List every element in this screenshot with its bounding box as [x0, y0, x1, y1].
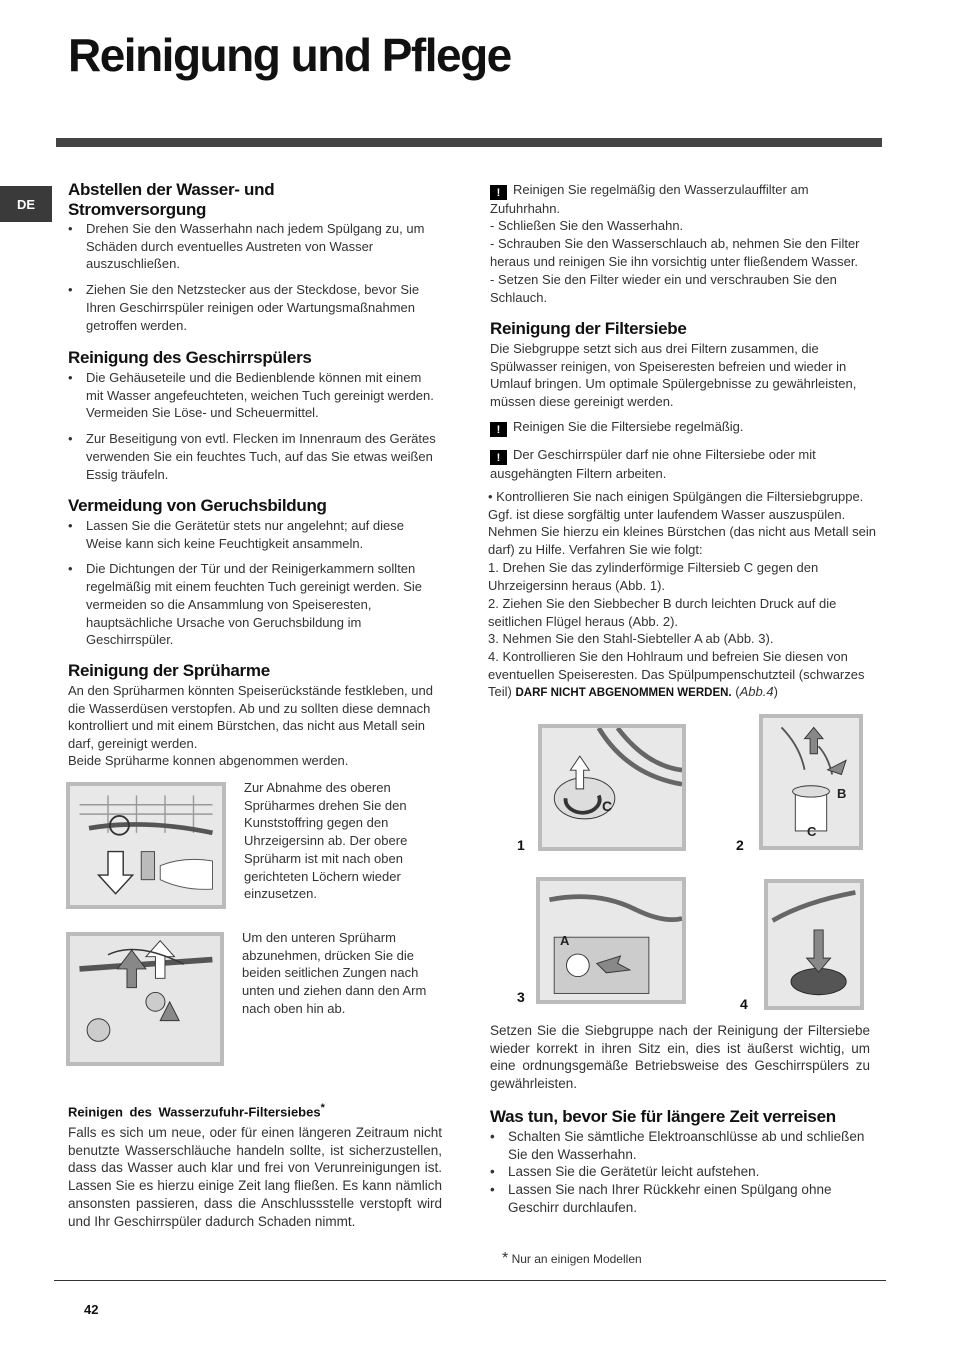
heading-dishwasher-cleaning: Reinigung des Geschirrspülers [68, 348, 312, 367]
filter-warning-1-text: Reinigen Sie die Filtersiebe regelmäßig. [513, 419, 744, 434]
footnote [502, 1250, 642, 1268]
inlet-warning [490, 181, 860, 218]
filter-label: C [602, 798, 613, 814]
inlet-step-1: - Schließen Sie den Wasserhahn. [490, 218, 684, 233]
lower-spray-arm-figure [66, 932, 224, 1066]
warning-bold: DARF NICHT ABGENOMMEN WERDEN. [515, 687, 732, 700]
heading-holidays: Was tun, bevor Sie für längere Zeit verreisen [490, 1107, 836, 1126]
filter-step-4: 4. Kontrollieren Sie den Hohlraum und befreien Sie diesen von eventuellen Speiseresten. Das Spülpumpenschutzteil (schwarzes Teil) DARF NICHT ABGENOMMEN WERDEN. (Abb.4) [488, 649, 865, 700]
figure-ref: Abb.4 [739, 684, 774, 700]
warning-triangle-icon: ! [490, 185, 507, 200]
inlet-step-2: - Schrauben Sie den Wasserschlauch ab, nehmen Sie den Filter heraus und reinigen Sie ihn vorsichtig unter fließendem Wasser. [490, 236, 860, 269]
filter-step-3: 3. Nehmen Sie den Stahl-Siebteller A ab (Abb. 3). [488, 631, 774, 646]
filter-warning-2-text: Der Geschirrspüler darf nie ohne Filtersiebe oder mit ausgehängten Filtern arbeiten. [490, 447, 816, 481]
filter-warning-1 [490, 418, 880, 437]
spray-arms-text: An den Sprüharmen könnten Speiserückstände festkleben, und die Wasserdüsen verstopfen. Ab und zu sollten diese demnach kontrolliert und mit einem Bürstchen, das nicht aus Metall sein darf, gereinigt werden. [68, 683, 433, 752]
holidays-list [490, 1128, 884, 1217]
list-item: • Die Dichtungen der Tür und der Reinigerkammern sollten regelmäßig mit einem feuchten Tuch gereinigt werden. Sie vermeiden so die Ansammlung von Speiseresten, hauptsächliche Ursache von Geruchsbildung im Geschirrspüler. [68, 560, 440, 649]
heading-odour: Vermeidung von Geruchsbildung [68, 496, 327, 515]
warning-triangle-icon: ! [490, 422, 507, 437]
list-item: • Die Gehäuseteile und die Bedienblende können mit einem mit Wasser angefeuchteten, weichen Tuch gereinigt werden. Vermeiden Sie Löse- und Scheuermittel. [68, 369, 440, 422]
list-item: • Lassen Sie die Gerätetür stets nur angelehnt; auf diese Weise kann sich keine Feuchtigkeit ansammeln. [68, 517, 440, 552]
footnote-star: * [502, 1250, 509, 1267]
filter-step-1: 1. Drehen Sie das zylinderförmige Filtersieb C gegen den Uhrzeigersinn heraus (Abb. 1). [488, 560, 819, 593]
filter-figure-3 [536, 877, 686, 1004]
list-item: • Drehen Sie den Wasserhahn nach jedem Spülgang zu, um Schäden durch eventuelles Austreten von Wasser auszuschließen. [68, 220, 440, 273]
footnote-text: Nur an einigen Modellen [511, 1252, 642, 1266]
reassembly-text: Setzen Sie die Siebgruppe nach der Reinigung der Filtersiebe wieder korrekt in ihren Sitz ein, dies ist äußerst wichtig, um eine ordnungsgemäße Betriebsweise des Geschirrspülers zu gewährleisten. [490, 1023, 870, 1092]
filter-step-4-text: 4. Kontrollieren Sie den Hohlraum und befreien Sie diesen von eventuellen Speiseresten. Das Spülpumpenschutzteil (schwarzes Teil) [488, 649, 865, 700]
page-title: Reinigung und Pflege [68, 29, 511, 81]
figure-number: 1 [517, 837, 525, 853]
filter-label: C [807, 824, 817, 839]
filter-figure-2 [759, 714, 863, 850]
lower-arm-caption: Um den unteren Sprüharm abzunehmen, drücken Sie die beiden seitlichen Zungen nach unten und ziehen dann den Arm nach oben hin ab. [242, 930, 427, 1016]
filter-check: • Kontrollieren Sie nach einigen Spülgängen die Filtersiebgruppe. Ggf. ist diese sorgfältig unter laufendem Wasser auszuspülen. Nehmen Sie hierzu ein kleines Bürstchen (das nicht aus Metall sein darf) zu Hilfe. Verfahren Sie wie folgt: [488, 489, 877, 558]
warning-triangle-icon: ! [490, 450, 507, 465]
heading-filter-cleaning: Reinigung der Filtersiebe [490, 319, 687, 338]
odour-list [68, 517, 440, 649]
dishwasher-cleaning-list [68, 369, 440, 483]
heading-spray-arms: Reinigung der Sprüharme [68, 661, 270, 680]
figure-number: 3 [517, 989, 525, 1005]
filter-warning-2 [490, 446, 850, 483]
inlet-step-3: - Setzen Sie den Filter wieder ein und verschrauben Sie den Schlauch. [490, 272, 837, 305]
heading-inlet-filter [68, 1102, 325, 1119]
upper-spray-arm-figure [66, 782, 226, 909]
list-item: • Zur Beseitigung von evtl. Flecken im Innenraum des Gerätes verwenden Sie ein feuchtes Tuch, auf das Sie etwas weißen Essig träufeln. [68, 430, 440, 483]
list-item: • Lassen Sie nach Ihrer Rückkehr einen Spülgang ohne Geschirr durchlaufen. [490, 1181, 884, 1216]
inlet-filter-heading-text: Reinigen des Wasserzufuhr-Filtersiebes [68, 1104, 321, 1120]
inlet-warning-text: Reinigen Sie regelmäßig den Wasserzulauffilter am Zufuhrhahn. [490, 182, 809, 216]
list-item: • Ziehen Sie den Netzstecker aus der Steckdose, bevor Sie Ihren Geschirrspüler reinigen oder Wartungsmaßnahmen getroffen werden. [68, 281, 440, 334]
filter-step-2: 2. Ziehen Sie den Siebbecher B durch leichten Druck auf die seitlichen Flügel heraus (Abb. 2). [488, 596, 837, 629]
footer-rule [54, 1280, 886, 1281]
filter-intro: Die Siebgruppe setzt sich aus drei Filtern zusammen, die Spülwasser reinigen, von Speiseresten befreien und wieder in Umlauf bringen. Um optimale Spülergebnisse zu gewährleisten, müssen diese gereinigt werden. [490, 341, 857, 410]
title-rule [56, 138, 882, 147]
list-item: • Schalten Sie sämtliche Elektroanschlüsse ab und schließen Sie den Wasserhahn. [490, 1128, 884, 1163]
filter-label: A [560, 933, 570, 948]
upper-arm-caption: Zur Abnahme des oberen Sprüharmes drehen Sie den Kunststoffring gegen den Uhrzeigersinn ab. Der obere Sprüharm ist mit nach oben gerichteten Löchern wieder einzusetzen. [244, 780, 408, 902]
heading-shutoff: Abstellen der Wasser- und Stromversorgung [68, 180, 275, 219]
figure-number: 4 [740, 996, 748, 1012]
page-number: 42 [84, 1302, 99, 1317]
language-tab: DE [0, 186, 52, 222]
shutoff-list [68, 220, 440, 334]
filter-label: B [837, 786, 847, 801]
filter-figure-4 [764, 879, 864, 1010]
list-item: • Lassen Sie die Gerätetür leicht aufstehen. [490, 1163, 884, 1181]
figure-number: 2 [736, 837, 744, 853]
footnote-star: * [320, 1102, 325, 1114]
filter-figure-1 [538, 724, 686, 851]
inlet-filter-text: Falls es sich um neue, oder für einen längeren Zeitraum nicht benutzte Wasserschläuche handeln sollte, ist sicherzustellen, dass das Wasser auch klar und frei von Verunreinigungen ist. Lassen Sie es hierzu einige Zeit lang fließen. Es kann nämlich ansonsten passieren, dass die Anschlussstelle verstopft wird und Ihr Geschirrspüler dadurch Schaden nimmt. [68, 1125, 442, 1229]
spray-arms-note: Beide Sprüharme konnen abgenommen werden. [68, 753, 349, 768]
